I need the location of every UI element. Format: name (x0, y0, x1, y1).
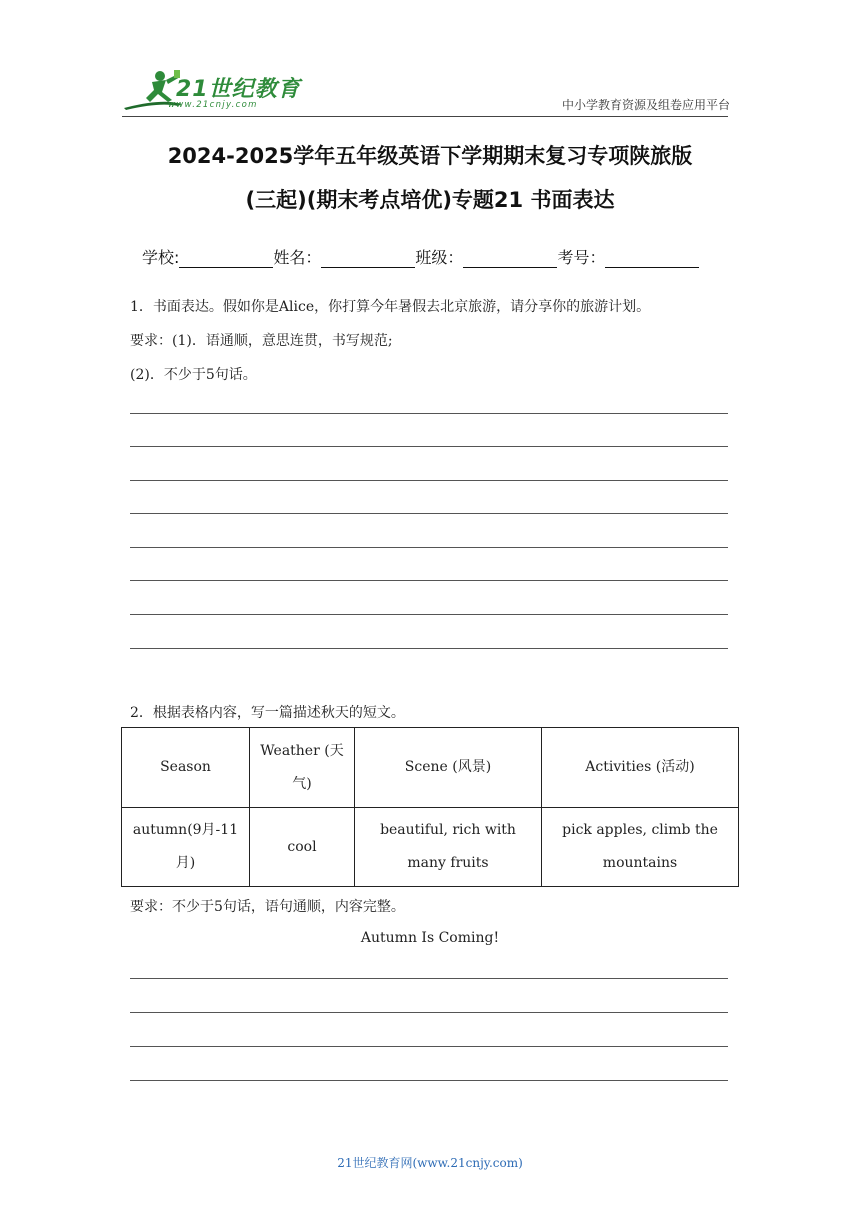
name-field[interactable] (273, 245, 415, 268)
footer-link[interactable]: 21世纪教育网(www.21cnjy.com) (337, 1156, 523, 1170)
class-label: 班级： (415, 248, 464, 267)
name-label: 姓名： (273, 248, 322, 267)
table-header-row (122, 728, 739, 808)
school-label: 学校: (142, 248, 180, 267)
table-header-cell: Weather (天气) (250, 728, 355, 808)
autumn-info-table (121, 727, 739, 887)
page-title-line2: (三起)(期末考点培优)专题21 书面表达 (245, 188, 615, 212)
table-cell: beautiful, rich with many fruits (355, 808, 542, 887)
essay-title: Autumn Is Coming! (360, 930, 500, 946)
writing-line[interactable] (130, 1046, 728, 1047)
table-cell: pick apples, climb the mountains (542, 808, 739, 887)
writing-line[interactable] (130, 446, 728, 447)
writing-line[interactable] (130, 1080, 728, 1081)
writing-line[interactable] (130, 978, 728, 979)
table-header-cell: Season (122, 728, 250, 808)
table-row (122, 808, 739, 887)
school-field[interactable] (142, 245, 273, 268)
class-blank[interactable] (463, 249, 557, 268)
writing-line[interactable] (130, 614, 728, 615)
table-header-cell: Activities (活动) (542, 728, 739, 808)
question1-requirement-2: (2)．不少于5句话。 (130, 367, 257, 383)
question1-requirement-1: 要求：(1)．语通顺，意思连贯，书写规范; (130, 333, 393, 349)
question1-prompt: 1．书面表达。假如你是Alice，你打算今年暑假去北京旅游，请分享你的旅游计划。 (130, 299, 651, 315)
platform-name: 中小学教育资源及组卷应用平台 (561, 98, 730, 112)
writing-line[interactable] (130, 1012, 728, 1013)
writing-line[interactable] (130, 480, 728, 481)
writing-line[interactable] (130, 580, 728, 581)
logo-url: www.21cnjy.com (168, 100, 258, 110)
logo-wordmark: 21世纪教育 (176, 77, 301, 102)
table-cell: cool (250, 808, 355, 887)
number-field[interactable] (557, 245, 699, 268)
writing-line[interactable] (130, 547, 728, 548)
table-cell: autumn(9月-11月) (122, 808, 250, 887)
name-blank[interactable] (321, 249, 415, 268)
question2-requirement: 要求：不少于5句话，语句通顺，内容完整。 (130, 899, 405, 915)
number-label: 考号： (557, 248, 606, 267)
question2-prompt: 2．根据表格内容，写一篇描述秋天的短文。 (130, 705, 405, 721)
writing-line[interactable] (130, 648, 728, 649)
number-blank[interactable] (605, 249, 699, 268)
header-divider (122, 116, 728, 117)
school-blank[interactable] (179, 249, 273, 268)
page-title-line1: 2024-2025学年五年级英语下学期期末复习专项陕旅版 (167, 144, 693, 168)
class-field[interactable] (415, 245, 557, 268)
student-info-row (142, 245, 699, 268)
writing-line[interactable] (130, 513, 728, 514)
table-header-cell: Scene (风景) (355, 728, 542, 808)
writing-line[interactable] (130, 413, 728, 414)
